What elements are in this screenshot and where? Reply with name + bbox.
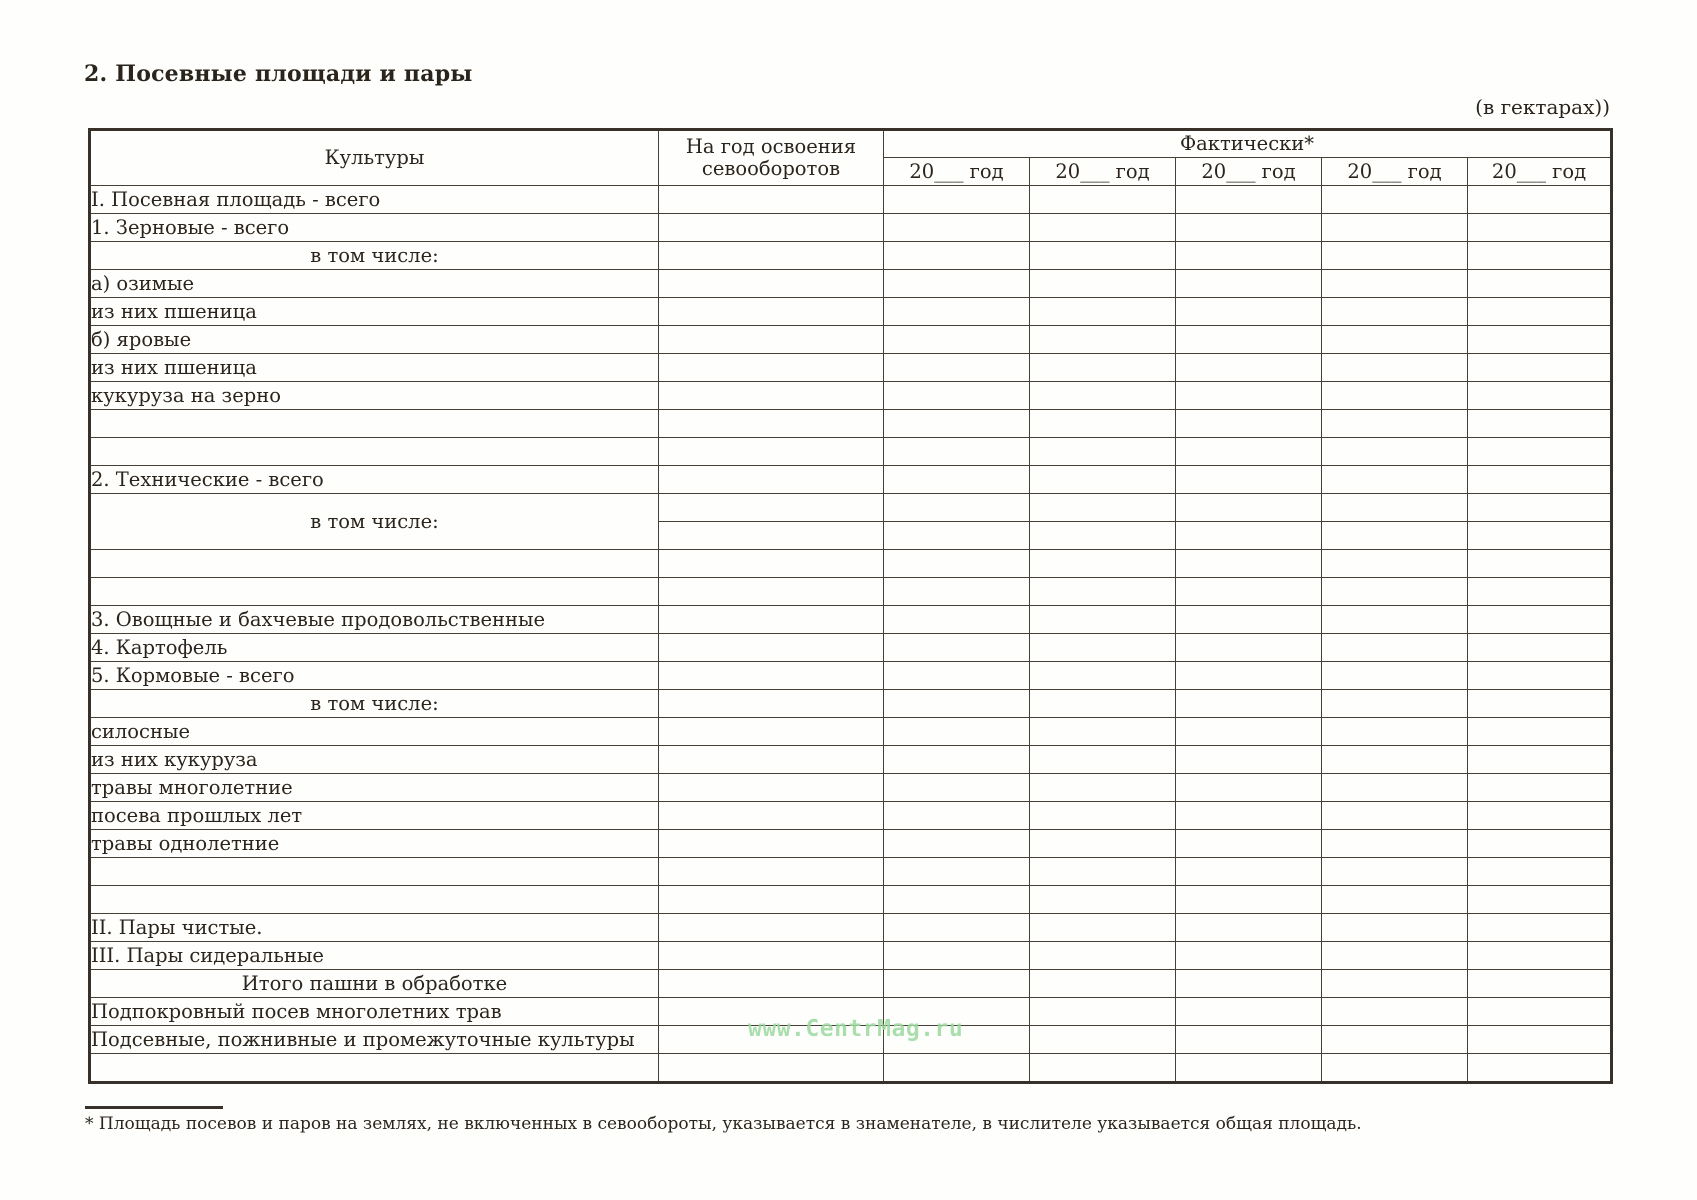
table-row: [90, 970, 1612, 998]
data-cell: [1030, 186, 1176, 214]
data-cell: [1322, 774, 1468, 802]
data-cell: [1030, 942, 1176, 970]
data-cell: [1030, 214, 1176, 242]
data-cell: [884, 298, 1030, 326]
data-cell: [884, 690, 1030, 718]
data-cell: [1176, 438, 1322, 466]
data-cell: [659, 410, 884, 438]
row-label-cell: 1. Зерновые - всего: [90, 214, 659, 242]
data-cell: [884, 774, 1030, 802]
data-cell: [659, 326, 884, 354]
data-cell: [659, 438, 884, 466]
data-cell: [884, 270, 1030, 298]
data-cell: [884, 466, 1030, 494]
data-cell: [1176, 242, 1322, 270]
data-cell: [1322, 382, 1468, 410]
data-cell: [1322, 1054, 1468, 1083]
data-cell: [1176, 606, 1322, 634]
data-cell: [884, 830, 1030, 858]
data-cell: [1176, 634, 1322, 662]
data-cell: [884, 186, 1030, 214]
data-cell: [659, 746, 884, 774]
data-cell: [884, 746, 1030, 774]
data-cell: [1322, 886, 1468, 914]
data-cell: [884, 718, 1030, 746]
row-label-cell: травы однолетние: [90, 830, 659, 858]
data-cell: [1468, 690, 1612, 718]
data-cell: [1468, 550, 1612, 578]
data-cell: [1322, 494, 1468, 522]
row-label-cell: б) яровые: [90, 326, 659, 354]
data-cell: [659, 578, 884, 606]
table-row: [90, 214, 1612, 242]
data-cell: [1176, 1054, 1322, 1083]
table-row: [90, 466, 1612, 494]
data-cell: [1030, 494, 1176, 522]
watermark: www.CentrMag.ru: [748, 1016, 964, 1042]
data-cell: [1322, 354, 1468, 382]
data-cell: [884, 410, 1030, 438]
units-note: (в гектарах)): [1475, 95, 1610, 119]
row-label-cell: кукуруза на зерно: [90, 382, 659, 410]
table-row: [90, 606, 1612, 634]
data-cell: [1468, 746, 1612, 774]
table-row: [90, 578, 1612, 606]
col-header-crops: Культуры: [90, 130, 659, 186]
data-cell: [884, 662, 1030, 690]
table-row: [90, 746, 1612, 774]
data-cell: [659, 550, 884, 578]
row-label-cell: из них пшеница: [90, 298, 659, 326]
data-cell: [1322, 690, 1468, 718]
table-header: [90, 130, 1612, 186]
data-cell: [1322, 214, 1468, 242]
row-label-cell: [90, 886, 659, 914]
data-cell: [1030, 1054, 1176, 1083]
data-cell: [1468, 326, 1612, 354]
table-row: [90, 802, 1612, 830]
row-label-cell: из них пшеница: [90, 354, 659, 382]
data-cell: [659, 858, 884, 886]
data-cell: [1030, 606, 1176, 634]
data-cell: [1468, 802, 1612, 830]
table-row: [90, 886, 1612, 914]
data-cell: [1030, 550, 1176, 578]
data-cell: [1176, 998, 1322, 1026]
data-cell: [1322, 466, 1468, 494]
data-cell: [1030, 438, 1176, 466]
table-row: [90, 242, 1612, 270]
data-cell: [659, 886, 884, 914]
data-cell: [884, 522, 1030, 550]
data-cell: [884, 550, 1030, 578]
col-header-year-4: 20___ год: [1322, 158, 1468, 186]
data-cell: [1176, 690, 1322, 718]
data-cell: [1468, 410, 1612, 438]
data-cell: [1176, 270, 1322, 298]
data-cell: [1030, 522, 1176, 550]
row-label-cell: 5. Кормовые - всего: [90, 662, 659, 690]
row-label-cell: I. Посевная площадь - всего: [90, 186, 659, 214]
data-cell: [1468, 466, 1612, 494]
data-cell: [1030, 690, 1176, 718]
data-cell: [1176, 298, 1322, 326]
data-cell: [1176, 186, 1322, 214]
section-title: 2. Посевные площади и пары: [84, 61, 473, 87]
row-label-cell: 3. Овощные и бахчевые продовольственные: [90, 606, 659, 634]
data-cell: [1468, 830, 1612, 858]
data-cell: [1468, 186, 1612, 214]
data-cell: [1030, 830, 1176, 858]
data-cell: [1322, 1026, 1468, 1054]
row-label-cell: 2. Технические - всего: [90, 466, 659, 494]
data-cell: [1468, 1054, 1612, 1083]
data-cell: [1468, 886, 1612, 914]
data-cell: [1322, 858, 1468, 886]
data-cell: [1322, 914, 1468, 942]
row-label-cell: Подпокровный посев многолетних трав: [90, 998, 659, 1026]
table-row: [90, 270, 1612, 298]
data-cell: [1322, 438, 1468, 466]
data-cell: [1030, 354, 1176, 382]
footnote-separator: [85, 1106, 223, 1109]
row-label-cell: [90, 858, 659, 886]
data-cell: [1468, 858, 1612, 886]
data-cell: [1030, 662, 1176, 690]
row-label-cell: II. Пары чистые.: [90, 914, 659, 942]
row-label-cell: в том числе:: [90, 690, 659, 718]
data-cell: [1322, 998, 1468, 1026]
data-cell: [659, 802, 884, 830]
data-cell: [884, 802, 1030, 830]
data-cell: [884, 354, 1030, 382]
data-cell: [884, 970, 1030, 998]
data-cell: [1468, 298, 1612, 326]
data-cell: [1176, 550, 1322, 578]
data-cell: [1468, 214, 1612, 242]
data-cell: [1176, 522, 1322, 550]
col-header-dev-year: На год освоения севооборотов: [659, 130, 884, 186]
data-cell: [1176, 774, 1322, 802]
data-cell: [1322, 578, 1468, 606]
data-cell: [659, 830, 884, 858]
data-cell: [884, 438, 1030, 466]
data-cell: [1030, 746, 1176, 774]
data-cell: [1322, 242, 1468, 270]
col-header-year-2: 20___ год: [1030, 158, 1176, 186]
data-cell: [1468, 438, 1612, 466]
data-cell: [1176, 802, 1322, 830]
data-cell: [884, 914, 1030, 942]
row-label-cell: [90, 410, 659, 438]
data-cell: [884, 214, 1030, 242]
row-label-cell: а) озимые: [90, 270, 659, 298]
data-cell: [1468, 270, 1612, 298]
data-cell: [1030, 802, 1176, 830]
data-cell: [659, 690, 884, 718]
data-cell: [884, 1054, 1030, 1083]
data-cell: [1030, 410, 1176, 438]
row-label-cell: [90, 550, 659, 578]
data-cell: [884, 494, 1030, 522]
data-cell: [1468, 718, 1612, 746]
data-cell: [1322, 942, 1468, 970]
data-cell: [1322, 802, 1468, 830]
data-cell: [1030, 998, 1176, 1026]
table-row: [90, 662, 1612, 690]
data-cell: [1176, 326, 1322, 354]
col-header-year-3: 20___ год: [1176, 158, 1322, 186]
data-cell: [1176, 466, 1322, 494]
data-cell: [884, 382, 1030, 410]
data-cell: [1322, 410, 1468, 438]
data-cell: [1030, 634, 1176, 662]
data-cell: [1176, 858, 1322, 886]
data-cell: [1176, 830, 1322, 858]
data-cell: [659, 914, 884, 942]
table-row: [90, 774, 1612, 802]
data-cell: [1030, 858, 1176, 886]
table-row: [90, 634, 1612, 662]
footnote: * Площадь посевов и паров на землях, не включенных в севообороты, указывается в знаменателе, в числителе указывается общая площадь.: [85, 1114, 1362, 1134]
data-cell: [659, 970, 884, 998]
data-cell: [1176, 410, 1322, 438]
table-row: [90, 858, 1612, 886]
table-row: [90, 830, 1612, 858]
data-cell: [1322, 830, 1468, 858]
table-row: [90, 550, 1612, 578]
data-cell: [1176, 942, 1322, 970]
data-cell: [1176, 886, 1322, 914]
data-cell: [1176, 354, 1322, 382]
data-cell: [1030, 298, 1176, 326]
data-cell: [659, 718, 884, 746]
data-cell: [1176, 494, 1322, 522]
data-cell: [1176, 914, 1322, 942]
data-cell: [884, 578, 1030, 606]
data-cell: [1322, 186, 1468, 214]
data-cell: [1030, 718, 1176, 746]
table-row: [90, 690, 1612, 718]
row-label-cell: из них кукуруза: [90, 746, 659, 774]
data-cell: [1468, 998, 1612, 1026]
data-cell: [1468, 522, 1612, 550]
data-cell: [1468, 494, 1612, 522]
row-label-cell: в том числе:: [90, 494, 659, 550]
table-row: [90, 354, 1612, 382]
data-cell: [659, 774, 884, 802]
table-row: [90, 438, 1612, 466]
data-cell: [884, 634, 1030, 662]
data-cell: [1030, 270, 1176, 298]
table-row: [90, 298, 1612, 326]
data-cell: [1322, 746, 1468, 774]
data-cell: [659, 354, 884, 382]
data-cell: [659, 606, 884, 634]
table-row: [90, 914, 1612, 942]
table-row: [90, 718, 1612, 746]
data-cell: [659, 186, 884, 214]
table-row: [90, 186, 1612, 214]
data-cell: [1030, 970, 1176, 998]
data-cell: [1468, 606, 1612, 634]
row-label-cell: [90, 438, 659, 466]
row-label-cell: Итого пашни в обработке: [90, 970, 659, 998]
data-cell: [1176, 746, 1322, 774]
data-cell: [1468, 634, 1612, 662]
row-label-cell: силосные: [90, 718, 659, 746]
row-label-cell: [90, 578, 659, 606]
data-cell: [659, 214, 884, 242]
table-row: [90, 326, 1612, 354]
data-cell: [1176, 214, 1322, 242]
data-cell: [659, 522, 884, 550]
data-cell: [1322, 326, 1468, 354]
data-cell: [1030, 774, 1176, 802]
row-label-cell: посева прошлых лет: [90, 802, 659, 830]
data-cell: [659, 298, 884, 326]
data-cell: [659, 466, 884, 494]
data-cell: [1030, 1026, 1176, 1054]
row-label-cell: III. Пары сидеральные: [90, 942, 659, 970]
data-cell: [1322, 634, 1468, 662]
table-row: [90, 410, 1612, 438]
col-header-actual: Фактически*: [884, 130, 1612, 158]
data-cell: [884, 858, 1030, 886]
table-row: [90, 382, 1612, 410]
data-cell: [1322, 718, 1468, 746]
data-cell: [1322, 606, 1468, 634]
data-cell: [1322, 522, 1468, 550]
table-body: [90, 186, 1612, 1083]
row-label-cell: травы многолетние: [90, 774, 659, 802]
data-cell: [884, 326, 1030, 354]
data-cell: [1176, 382, 1322, 410]
data-cell: [1322, 970, 1468, 998]
data-cell: [884, 606, 1030, 634]
row-label-cell: [90, 1054, 659, 1083]
data-cell: [884, 886, 1030, 914]
data-cell: [1468, 1026, 1612, 1054]
data-cell: [1030, 466, 1176, 494]
data-cell: [884, 242, 1030, 270]
data-cell: [1176, 662, 1322, 690]
data-cell: [659, 382, 884, 410]
col-header-year-1: 20___ год: [884, 158, 1030, 186]
data-cell: [1468, 242, 1612, 270]
data-cell: [1030, 326, 1176, 354]
row-label-cell: в том числе:: [90, 242, 659, 270]
data-cell: [1030, 578, 1176, 606]
data-cell: [1176, 578, 1322, 606]
data-cell: [659, 494, 884, 522]
data-cell: [1030, 382, 1176, 410]
data-cell: [1468, 578, 1612, 606]
data-cell: [659, 242, 884, 270]
data-cell: [659, 942, 884, 970]
table-row: [90, 942, 1612, 970]
data-cell: [1468, 382, 1612, 410]
data-cell: [1468, 914, 1612, 942]
data-cell: [1468, 774, 1612, 802]
data-cell: [1176, 970, 1322, 998]
data-cell: [1468, 354, 1612, 382]
col-header-year-5: 20___ год: [1468, 158, 1612, 186]
data-cell: [1322, 270, 1468, 298]
data-cell: [884, 942, 1030, 970]
data-cell: [1322, 662, 1468, 690]
table-row: [90, 1054, 1612, 1083]
data-cell: [1176, 718, 1322, 746]
data-cell: [1322, 298, 1468, 326]
row-label-cell: 4. Картофель: [90, 634, 659, 662]
data-cell: [1030, 242, 1176, 270]
data-cell: [1468, 942, 1612, 970]
data-cell: [1176, 1026, 1322, 1054]
row-label-cell: Подсевные, пожнивные и промежуточные культуры: [90, 1026, 659, 1054]
data-cell: [1468, 970, 1612, 998]
data-cell: [1030, 914, 1176, 942]
data-cell: [659, 634, 884, 662]
data-cell: [1468, 662, 1612, 690]
data-cell: [659, 662, 884, 690]
sown-areas-table: [88, 128, 1613, 1084]
data-cell: [659, 270, 884, 298]
table-row: [90, 494, 1612, 522]
data-cell: [1030, 886, 1176, 914]
data-cell: [1322, 550, 1468, 578]
data-cell: [659, 1054, 884, 1083]
